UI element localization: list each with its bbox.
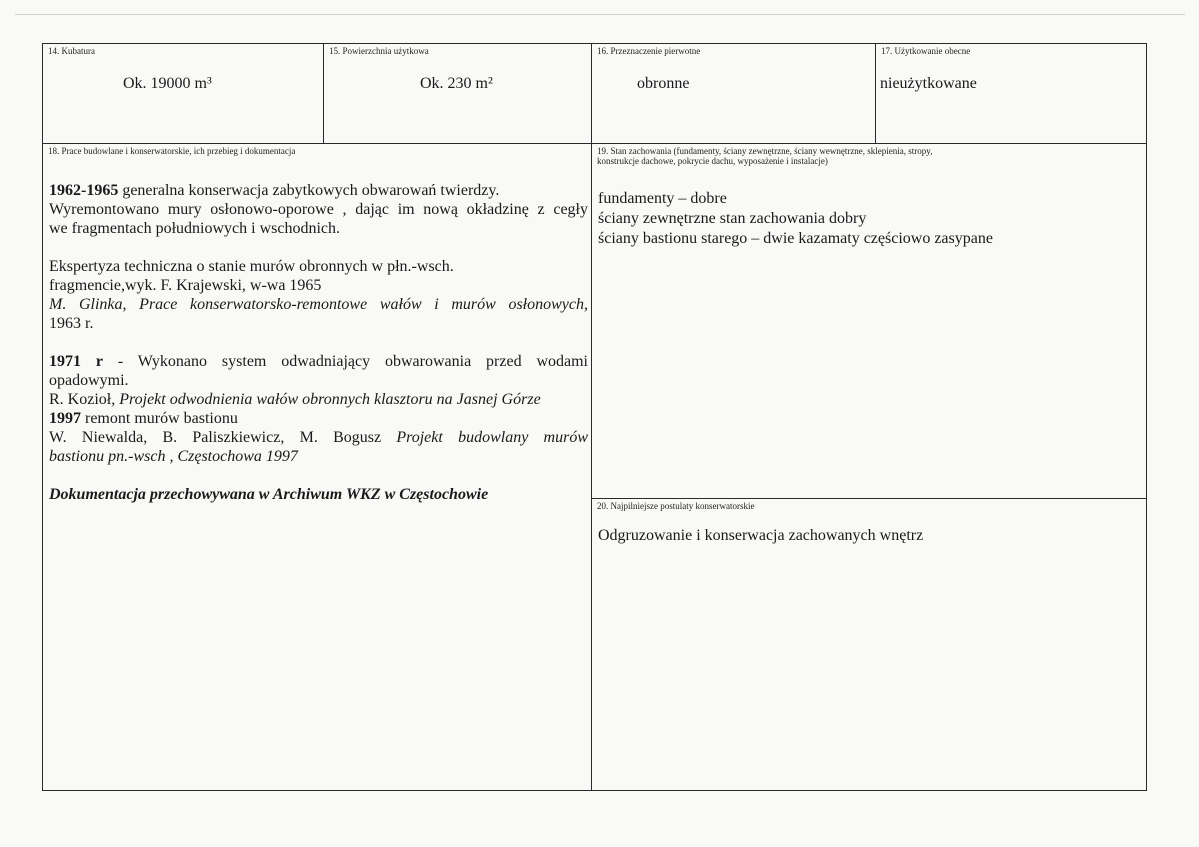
powierzchnia-label: 15. Powierzchnia użytkowa [329, 46, 429, 56]
prace-p2-line4: 1963 r. [49, 315, 94, 332]
prace-p3-line1-text: - Wykonano system odwadniający obwarowania przed wodami [117, 353, 589, 370]
stan-label-line1: 19. Stan zachowania (fundamenty, ściany zewnętrzne, ściany wewnętrzne, sklepienia, stropy, [597, 146, 933, 156]
prace-p3-year: 1971 r [49, 353, 103, 370]
uzytkowanie-label: 17. Użytkowanie obecne [881, 46, 971, 56]
prace-p3-title2: Projekt budowlany murów [396, 429, 589, 446]
prace-p3-title: Projekt odwodnienia wałów obronnych klasztoru na Jasnej Górze [119, 391, 541, 408]
prace-p3-line5 [49, 428, 588, 447]
stan-line-sciany-bastionu: ściany bastionu starego – dwie kazamaty częściowo zasypane [598, 230, 993, 247]
prace-p3-year2: 1997 [49, 410, 81, 427]
przeznaczenie-value: obronne [637, 75, 690, 92]
prace-p3-line4-text: remont murów bastionu [81, 410, 238, 427]
stan-line-sciany-zewnetrzne: ściany zewnętrzne stan zachowania dobry [598, 210, 867, 227]
prace-p3-line6: bastionu pn.-wsch , Częstochowa 1997 [49, 448, 298, 465]
cell-stan [591, 143, 1147, 499]
prace-p3-line4 [49, 409, 588, 428]
prace-p2-line1: Ekspertyza techniczna o stanie murów obronnych w płn.-wsch. [49, 258, 454, 275]
postulaty-text: Odgruzowanie i konserwacja zachowanych wnętrz [598, 527, 924, 544]
prace-p3-line2: opadowymi. [49, 372, 129, 389]
cell-prace [42, 143, 592, 791]
stan-line-fundamenty: fundamenty – dobre [598, 190, 727, 207]
cell-powierzchnia [323, 43, 592, 144]
prace-p4: Dokumentacja przechowywana w Archiwum WKZ w Częstochowie [49, 486, 489, 503]
prace-p1-year: 1962-1965 [49, 182, 119, 199]
prace-p3-authors: W. Niewalda, B. Paliszkiewicz, M. Bogusz [49, 429, 397, 446]
prace-p1-line3: we fragmentach południowych i wschodnich. [49, 220, 341, 237]
przeznaczenie-label: 16. Przeznaczenie pierwotne [597, 46, 701, 56]
prace-p3-author: R. Kozioł, [49, 391, 120, 408]
top-rule [15, 14, 1185, 15]
prace-p2-line3: M. Glinka, Prace konserwatorsko-remontowe wałów i murów osłonowych, [49, 296, 588, 313]
prace-p2-line2: fragmencie,wyk. F. Krajewski, w-wa 1965 [49, 277, 322, 294]
prace-p3-line1 [49, 352, 588, 371]
stan-label [597, 146, 932, 166]
powierzchnia-value: Ok. 230 m² [420, 75, 493, 92]
postulaty-label: 20. Najpilniejsze postulaty konserwatorskie [597, 501, 755, 511]
kubatura-label: 14. Kubatura [48, 46, 95, 56]
prace-label: 18. Prace budowlane i konserwatorskie, ich przebieg i dokumentacja [48, 146, 296, 156]
cell-postulaty [591, 498, 1147, 791]
stan-content [598, 189, 993, 249]
uzytkowanie-value: nieużytkowane [880, 75, 977, 92]
kubatura-value: Ok. 19000 m³ [123, 75, 212, 92]
prace-content [49, 181, 588, 504]
cell-uzytkowanie [875, 43, 1147, 144]
stan-label-line2: konstrukcje dachowe, pokrycie dachu, wyposażenie i instalacje) [597, 156, 828, 166]
cell-przeznaczenie [591, 43, 876, 144]
prace-p3-line3 [49, 390, 588, 409]
cell-kubatura [42, 43, 324, 144]
prace-p1-line1-text: generalna konserwacja zabytkowych obwarowań twierdzy. [118, 182, 500, 199]
prace-p1-line2: Wyremontowano mury osłonowo-oporowe , dając im nową okładzinę z cegły [49, 201, 588, 218]
prace-p1-line1 [49, 181, 588, 200]
